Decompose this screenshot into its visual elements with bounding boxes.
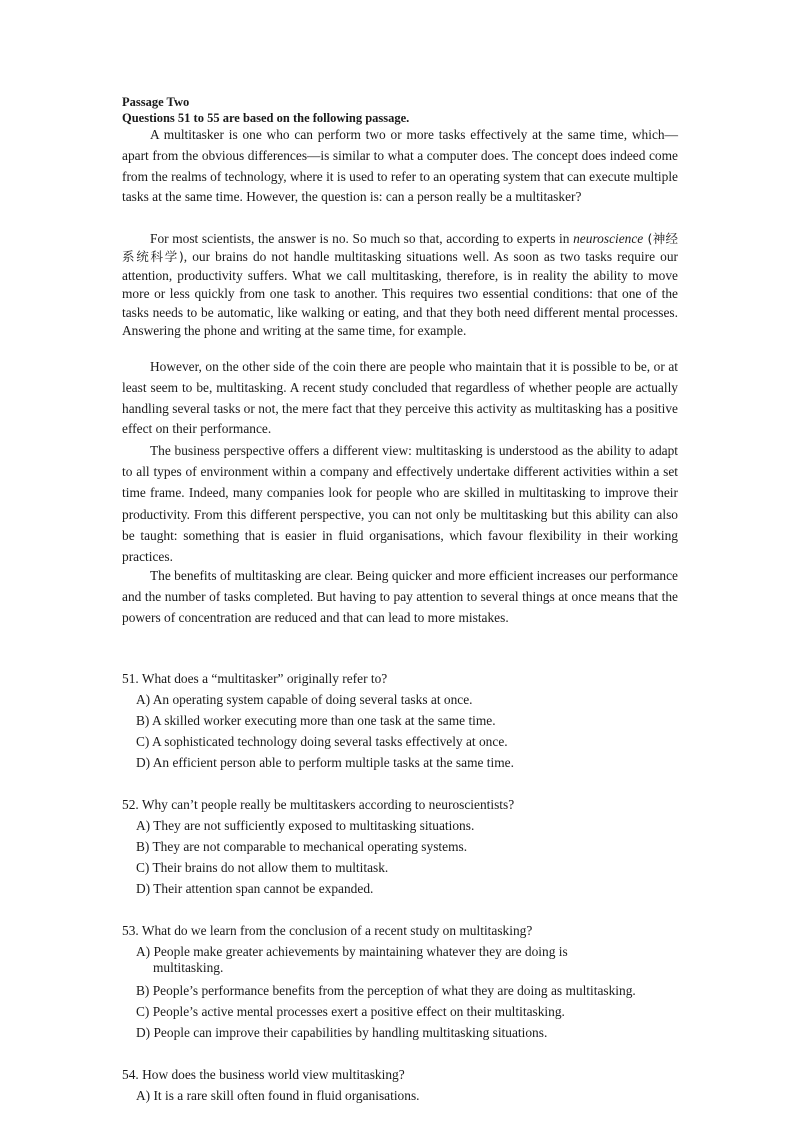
question-54-option-a[interactable]: A) It is a rare skill often found in fluid organisations.: [136, 1088, 420, 1103]
paragraph-2-lead: For most scientists, the answer is no. So much so that, according to experts in: [150, 231, 574, 246]
question-52-option-d[interactable]: D) Their attention span cannot be expanded.: [136, 881, 374, 896]
paragraph-2-rest: , our brains do not handle multitasking situations well. As soon as two tasks require our attention, productivity suffers. What we call multitasking, therefore, is in reality the ability to move more or less quickly from one task to another. This requires two essential conditions: that one of the tasks needs to be automatic, like walking or eating, and that they both need different mental processes. Answering the phone and writing at the same time, for example.: [122, 249, 678, 339]
question-53-stem: 53. What do we learn from the conclusion of a recent study on multitasking?: [122, 923, 533, 938]
neuroscience-gloss: (神经系统科学): [122, 231, 678, 265]
passage-paragraph-2: [122, 230, 678, 340]
question-53-option-b[interactable]: B) People’s performance benefits from the perception of what they are doing as multitasking.: [136, 983, 636, 998]
question-51-option-d[interactable]: D) An efficient person able to perform multiple tasks at the same time.: [136, 755, 514, 770]
question-52-option-b[interactable]: B) They are not comparable to mechanical operating systems.: [136, 839, 468, 854]
question-51-option-b[interactable]: B) A skilled worker executing more than one task at the same time.: [136, 713, 496, 728]
question-52-option-a[interactable]: A) They are not sufficiently exposed to multitasking situations.: [136, 818, 475, 833]
question-53-option-a-line-2: multitasking.: [153, 960, 224, 975]
passage-paragraph-4: The business perspective offers a different view: multitasking is understood as the ability to adapt to all types of environment within a company and effectively undertake different activities within a set time frame. Indeed, many companies look for people who are skilled in multitasking to improve their productivity. From this different perspective, you can not only be multitasking but this ability can also be taught: something that is easier in fluid organisations, which favour flexibility in their working practices.: [122, 443, 678, 565]
question-53-option-a-line-1: A) People make greater achievements by maintaining whatever they are doing is: [136, 944, 568, 959]
passage-instructions: Questions 51 to 55 are based on the following passage.: [122, 111, 410, 125]
passage-title: Passage Two: [122, 95, 190, 109]
question-51-option-c[interactable]: C) A sophisticated technology doing several tasks effectively at once.: [136, 734, 508, 749]
question-51-stem: 51. What does a “multitasker” originally refer to?: [122, 671, 388, 686]
question-52-option-c[interactable]: C) Their brains do not allow them to multitask.: [136, 860, 389, 875]
passage-paragraph-1: A multitasker is one who can perform two or more tasks effectively at the same time, which—apart from the obvious differences—is similar to what a computer does. The concept does indeed come from the realms of technology, where it is used to refer to an operating system that can execute multiple tasks at the same time. However, the question is: can a person really be a multitasker?: [122, 127, 678, 205]
question-53-option-c[interactable]: C) People’s active mental processes exert a positive effect on their multitasking.: [136, 1004, 565, 1019]
neuroscience-term: neuroscience: [573, 231, 644, 246]
passage-paragraph-3: However, on the other side of the coin there are people who maintain that it is possible to be, or at least seem to be, multitasking. A recent study concluded that regardless of whether people are actually handling several tasks or not, the mere fact that they perceive this activity as multitasking has a positive effect on their performance.: [122, 359, 678, 437]
question-53-option-a[interactable]: [136, 944, 616, 976]
question-52-stem: 52. Why can’t people really be multitaskers according to neuroscientists?: [122, 797, 515, 812]
question-51-option-a[interactable]: A) An operating system capable of doing several tasks at once.: [136, 692, 473, 707]
question-53-option-d[interactable]: D) People can improve their capabilities by handling multitasking situations.: [136, 1025, 548, 1040]
question-54-stem: 54. How does the business world view multitasking?: [122, 1067, 405, 1082]
passage-paragraph-5: The benefits of multitasking are clear. Being quicker and more efficient increases our performance and the number of tasks completed. But having to pay attention to several things at once means that the powers of concentration are reduced and that can lead to more mistakes.: [122, 568, 678, 625]
